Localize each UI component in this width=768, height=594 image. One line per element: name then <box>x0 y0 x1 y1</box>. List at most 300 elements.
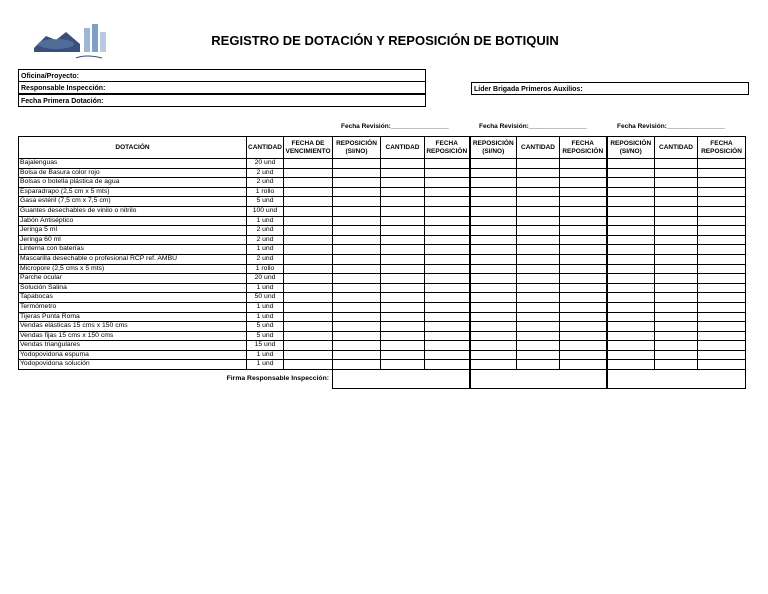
table-row <box>19 264 746 274</box>
entry-cell[interactable] <box>381 341 425 351</box>
col-cantidad: CANTIDAD <box>247 137 284 159</box>
entry-cell[interactable] <box>425 197 470 207</box>
table-row <box>19 293 746 303</box>
entry-cell[interactable] <box>560 159 607 169</box>
entry-cell[interactable] <box>425 235 470 245</box>
entry-cell[interactable] <box>517 168 560 178</box>
entry-cell[interactable] <box>560 274 607 284</box>
entry-cell[interactable] <box>284 350 333 360</box>
entry-cell[interactable] <box>381 197 425 207</box>
item-name: Micropore (2,5 cms x 5 mts) <box>19 264 247 274</box>
entry-cell[interactable] <box>381 322 425 332</box>
entry-cell[interactable] <box>470 226 517 236</box>
entry-cell[interactable] <box>517 360 560 370</box>
item-qty: 20 und <box>247 274 284 284</box>
entry-cell[interactable] <box>655 350 698 360</box>
col-fecha-reposicion-1: FECHA REPOSICIÓN <box>425 137 470 159</box>
entry-cell[interactable] <box>381 168 425 178</box>
entry-cell[interactable] <box>333 235 381 245</box>
entry-cell[interactable] <box>425 322 470 332</box>
entry-cell[interactable] <box>655 216 698 226</box>
item-qty: 5 und <box>247 322 284 332</box>
entry-cell[interactable] <box>284 331 333 341</box>
entry-cell[interactable] <box>560 197 607 207</box>
item-name: Esparadrapo (2,5 cm x 5 mts) <box>19 187 247 197</box>
entry-cell[interactable] <box>381 216 425 226</box>
entry-cell[interactable] <box>655 341 698 351</box>
item-qty: 1 und <box>247 216 284 226</box>
item-qty: 1 rollo <box>247 187 284 197</box>
item-qty: 2 und <box>247 226 284 236</box>
entry-cell[interactable] <box>381 312 425 322</box>
entry-cell[interactable] <box>470 235 517 245</box>
entry-cell[interactable] <box>560 206 607 216</box>
entry-cell[interactable] <box>607 206 655 216</box>
entry-cell[interactable] <box>381 264 425 274</box>
entry-cell[interactable] <box>607 293 655 303</box>
entry-cell[interactable] <box>698 360 746 370</box>
entry-cell[interactable] <box>425 226 470 236</box>
item-name: Tijeras Punta Roma <box>19 312 247 322</box>
entry-cell[interactable] <box>517 245 560 255</box>
entry-cell[interactable] <box>333 206 381 216</box>
entry-cell[interactable] <box>655 312 698 322</box>
entry-cell[interactable] <box>698 350 746 360</box>
col-fecha-vencimiento: FECHA DE VENCIMIENTO <box>284 137 333 159</box>
entry-cell[interactable] <box>655 302 698 312</box>
entry-cell[interactable] <box>470 187 517 197</box>
item-name: Linterna con baterías <box>19 245 247 255</box>
entry-cell[interactable] <box>470 159 517 169</box>
entry-cell[interactable] <box>333 159 381 169</box>
entry-cell[interactable] <box>517 216 560 226</box>
entry-cell[interactable] <box>470 274 517 284</box>
table-row <box>19 197 746 207</box>
entry-cell[interactable] <box>284 159 333 169</box>
entry-cell[interactable] <box>517 187 560 197</box>
entry-cell[interactable] <box>698 283 746 293</box>
col-reposicion-3: REPOSICIÓN (SI/NO) <box>607 137 655 159</box>
table-row <box>19 206 746 216</box>
entry-cell[interactable] <box>333 302 381 312</box>
firma-row <box>19 370 746 389</box>
item-qty: 1 und <box>247 350 284 360</box>
entry-cell[interactable] <box>333 312 381 322</box>
entry-cell[interactable] <box>425 331 470 341</box>
item-name: Mascarilla desechable o profesional RCP ref. AMBU <box>19 254 247 264</box>
entry-cell[interactable] <box>560 331 607 341</box>
entry-cell[interactable] <box>517 197 560 207</box>
entry-cell[interactable] <box>425 254 470 264</box>
entry-cell[interactable] <box>333 331 381 341</box>
entry-cell[interactable] <box>655 235 698 245</box>
entry-cell[interactable] <box>284 302 333 312</box>
item-name: Yodopovidona espuma <box>19 350 247 360</box>
firma-cell-2[interactable] <box>470 370 607 389</box>
item-qty: 1 und <box>247 283 284 293</box>
entry-cell[interactable] <box>333 283 381 293</box>
entry-cell[interactable] <box>470 360 517 370</box>
entry-cell[interactable] <box>284 245 333 255</box>
entry-cell[interactable] <box>607 178 655 188</box>
entry-cell[interactable] <box>517 302 560 312</box>
entry-cell[interactable] <box>425 293 470 303</box>
entry-cell[interactable] <box>333 322 381 332</box>
entry-cell[interactable] <box>333 360 381 370</box>
entry-cell[interactable] <box>655 360 698 370</box>
entry-cell[interactable] <box>381 178 425 188</box>
table-row <box>19 274 746 284</box>
entry-cell[interactable] <box>470 197 517 207</box>
entry-cell[interactable] <box>284 264 333 274</box>
entry-cell[interactable] <box>560 341 607 351</box>
entry-cell[interactable] <box>470 293 517 303</box>
entry-cell[interactable] <box>517 283 560 293</box>
entry-cell[interactable] <box>560 178 607 188</box>
entry-cell[interactable] <box>698 235 746 245</box>
botiquin-table <box>18 136 746 389</box>
item-name: Guantes desechables de vinilo o nitrilo <box>19 206 247 216</box>
entry-cell[interactable] <box>470 245 517 255</box>
entry-cell[interactable] <box>655 331 698 341</box>
fecha-primera-field[interactable]: Fecha Primera Dotación: <box>18 94 426 107</box>
entry-cell[interactable] <box>560 312 607 322</box>
entry-cell[interactable] <box>284 235 333 245</box>
item-name: Vendas triangulares <box>19 341 247 351</box>
entry-cell[interactable] <box>284 206 333 216</box>
entry-cell[interactable] <box>517 341 560 351</box>
col-cantidad-1: CANTIDAD <box>381 137 425 159</box>
table-row <box>19 360 746 370</box>
entry-cell[interactable] <box>333 254 381 264</box>
table-row <box>19 226 746 236</box>
entry-cell[interactable] <box>560 168 607 178</box>
entry-cell[interactable] <box>425 341 470 351</box>
entry-cell[interactable] <box>607 322 655 332</box>
entry-cell[interactable] <box>381 159 425 169</box>
entry-cell[interactable] <box>698 254 746 264</box>
entry-cell[interactable] <box>698 197 746 207</box>
entry-cell[interactable] <box>284 293 333 303</box>
fecha-revision-3[interactable]: Fecha Revisión:________________ <box>617 123 725 130</box>
entry-cell[interactable] <box>470 312 517 322</box>
entry-cell[interactable] <box>607 159 655 169</box>
entry-cell[interactable] <box>333 226 381 236</box>
entry-cell[interactable] <box>560 254 607 264</box>
entry-cell[interactable] <box>333 197 381 207</box>
table-row <box>19 350 746 360</box>
col-dotacion: DOTACIÓN <box>19 137 247 159</box>
item-qty: 1 und <box>247 312 284 322</box>
table-row <box>19 178 746 188</box>
col-cantidad-2: CANTIDAD <box>517 137 560 159</box>
entry-cell[interactable] <box>381 350 425 360</box>
entry-cell[interactable] <box>655 274 698 284</box>
entry-cell[interactable] <box>381 274 425 284</box>
entry-cell[interactable] <box>655 197 698 207</box>
item-name: Bajalenguas <box>19 159 247 169</box>
entry-cell[interactable] <box>517 293 560 303</box>
entry-cell[interactable] <box>655 245 698 255</box>
entry-cell[interactable] <box>607 168 655 178</box>
entry-cell[interactable] <box>470 283 517 293</box>
item-qty: 100 und <box>247 206 284 216</box>
entry-cell[interactable] <box>425 159 470 169</box>
entry-cell[interactable] <box>425 302 470 312</box>
entry-cell[interactable] <box>698 168 746 178</box>
entry-cell[interactable] <box>560 235 607 245</box>
entry-cell[interactable] <box>470 264 517 274</box>
table-row <box>19 235 746 245</box>
entry-cell[interactable] <box>333 245 381 255</box>
item-qty: 1 und <box>247 302 284 312</box>
entry-cell[interactable] <box>655 178 698 188</box>
entry-cell[interactable] <box>560 283 607 293</box>
entry-cell[interactable] <box>607 197 655 207</box>
entry-cell[interactable] <box>470 341 517 351</box>
item-qty: 1 und <box>247 360 284 370</box>
entry-cell[interactable] <box>333 274 381 284</box>
entry-cell[interactable] <box>560 264 607 274</box>
entry-cell[interactable] <box>607 331 655 341</box>
entry-cell[interactable] <box>425 350 470 360</box>
entry-cell[interactable] <box>333 216 381 226</box>
col-fecha-reposicion-2: FECHA REPOSICIÓN <box>560 137 607 159</box>
entry-cell[interactable] <box>698 206 746 216</box>
entry-cell[interactable] <box>560 360 607 370</box>
entry-cell[interactable] <box>560 293 607 303</box>
entry-cell[interactable] <box>284 216 333 226</box>
entry-cell[interactable] <box>333 293 381 303</box>
lider-field[interactable]: Líder Brigada Primeros Auxilios: <box>471 82 749 95</box>
entry-cell[interactable] <box>425 312 470 322</box>
entry-cell[interactable] <box>333 187 381 197</box>
entry-cell[interactable] <box>425 168 470 178</box>
entry-cell[interactable] <box>284 178 333 188</box>
entry-cell[interactable] <box>655 283 698 293</box>
entry-cell[interactable] <box>517 206 560 216</box>
firma-cell-1[interactable] <box>333 370 470 389</box>
entry-cell[interactable] <box>560 322 607 332</box>
entry-cell[interactable] <box>517 350 560 360</box>
entry-cell[interactable] <box>698 159 746 169</box>
item-name: Jeringa 60 ml <box>19 235 247 245</box>
col-reposicion-2: REPOSICIÓN (SI/NO) <box>470 137 517 159</box>
entry-cell[interactable] <box>607 341 655 351</box>
entry-cell[interactable] <box>284 274 333 284</box>
entry-cell[interactable] <box>698 178 746 188</box>
item-qty: 5 und <box>247 331 284 341</box>
entry-cell[interactable] <box>517 254 560 264</box>
entry-cell[interactable] <box>284 226 333 236</box>
entry-cell[interactable] <box>470 216 517 226</box>
table-row <box>19 341 746 351</box>
entry-cell[interactable] <box>655 226 698 236</box>
entry-cell[interactable] <box>381 245 425 255</box>
entry-cell[interactable] <box>517 312 560 322</box>
item-qty: 20 und <box>247 159 284 169</box>
entry-cell[interactable] <box>517 159 560 169</box>
entry-cell[interactable] <box>698 187 746 197</box>
entry-cell[interactable] <box>333 178 381 188</box>
entry-cell[interactable] <box>284 360 333 370</box>
entry-cell[interactable] <box>284 187 333 197</box>
entry-cell[interactable] <box>333 168 381 178</box>
entry-cell[interactable] <box>698 226 746 236</box>
entry-cell[interactable] <box>655 168 698 178</box>
entry-cell[interactable] <box>284 168 333 178</box>
entry-cell[interactable] <box>607 283 655 293</box>
entry-cell[interactable] <box>607 245 655 255</box>
entry-cell[interactable] <box>698 341 746 351</box>
entry-cell[interactable] <box>425 264 470 274</box>
entry-cell[interactable] <box>607 187 655 197</box>
entry-cell[interactable] <box>607 360 655 370</box>
entry-cell[interactable] <box>560 245 607 255</box>
entry-cell[interactable] <box>381 206 425 216</box>
entry-cell[interactable] <box>655 187 698 197</box>
entry-cell[interactable] <box>655 254 698 264</box>
entry-cell[interactable] <box>655 159 698 169</box>
entry-cell[interactable] <box>560 226 607 236</box>
entry-cell[interactable] <box>425 245 470 255</box>
entry-cell[interactable] <box>517 264 560 274</box>
table-row <box>19 159 746 169</box>
entry-cell[interactable] <box>381 302 425 312</box>
entry-cell[interactable] <box>470 254 517 264</box>
item-name: Jabón Antiséptico <box>19 216 247 226</box>
entry-cell[interactable] <box>284 341 333 351</box>
entry-cell[interactable] <box>560 350 607 360</box>
entry-cell[interactable] <box>425 206 470 216</box>
entry-cell[interactable] <box>333 350 381 360</box>
entry-cell[interactable] <box>698 322 746 332</box>
entry-cell[interactable] <box>698 264 746 274</box>
col-fecha-reposicion-3: FECHA REPOSICIÓN <box>698 137 746 159</box>
entry-cell[interactable] <box>698 331 746 341</box>
entry-cell[interactable] <box>381 226 425 236</box>
entry-cell[interactable] <box>517 178 560 188</box>
entry-cell[interactable] <box>607 264 655 274</box>
table-header <box>19 137 746 159</box>
page-title: REGISTRO DE DOTACIÓN Y REPOSICIÓN DE BOTIQUIN <box>211 33 559 48</box>
entry-cell[interactable] <box>607 312 655 322</box>
entry-cell[interactable] <box>470 168 517 178</box>
entry-cell[interactable] <box>655 322 698 332</box>
entry-cell[interactable] <box>655 264 698 274</box>
item-qty: 2 und <box>247 254 284 264</box>
entry-cell[interactable] <box>425 178 470 188</box>
table-row <box>19 302 746 312</box>
entry-cell[interactable] <box>425 216 470 226</box>
entry-cell[interactable] <box>470 206 517 216</box>
item-qty: 1 und <box>247 245 284 255</box>
entry-cell[interactable] <box>517 322 560 332</box>
entry-cell[interactable] <box>560 302 607 312</box>
entry-cell[interactable] <box>560 216 607 226</box>
entry-cell[interactable] <box>381 293 425 303</box>
entry-cell[interactable] <box>698 302 746 312</box>
entry-cell[interactable] <box>381 187 425 197</box>
responsable-field[interactable]: Responsable Inspección: <box>18 81 426 94</box>
oficina-field[interactable]: Oficina/Proyecto: <box>18 69 426 82</box>
entry-cell[interactable] <box>470 350 517 360</box>
entry-cell[interactable] <box>698 274 746 284</box>
entry-cell[interactable] <box>698 245 746 255</box>
entry-cell[interactable] <box>381 360 425 370</box>
table-row <box>19 216 746 226</box>
entry-cell[interactable] <box>607 274 655 284</box>
item-qty: 15 und <box>247 341 284 351</box>
entry-cell[interactable] <box>284 254 333 264</box>
entry-cell[interactable] <box>517 226 560 236</box>
entry-cell[interactable] <box>425 283 470 293</box>
entry-cell[interactable] <box>517 235 560 245</box>
entry-cell[interactable] <box>425 187 470 197</box>
entry-cell[interactable] <box>284 283 333 293</box>
entry-cell[interactable] <box>381 283 425 293</box>
entry-cell[interactable] <box>284 197 333 207</box>
entry-cell[interactable] <box>333 264 381 274</box>
entry-cell[interactable] <box>655 293 698 303</box>
entry-cell[interactable] <box>381 331 425 341</box>
entry-cell[interactable] <box>284 312 333 322</box>
item-qty: 1 rollo <box>247 264 284 274</box>
entry-cell[interactable] <box>517 331 560 341</box>
item-name: Parche ocular <box>19 274 247 284</box>
firma-label: Firma Responsable Inspección: <box>226 375 329 383</box>
table-row <box>19 245 746 255</box>
entry-cell[interactable] <box>517 274 560 284</box>
entry-cell[interactable] <box>698 312 746 322</box>
item-name: Yodopovidona solución <box>19 360 247 370</box>
entry-cell[interactable] <box>333 341 381 351</box>
entry-cell[interactable] <box>607 216 655 226</box>
item-qty: 2 und <box>247 235 284 245</box>
entry-cell[interactable] <box>607 235 655 245</box>
entry-cell[interactable] <box>284 322 333 332</box>
item-name: Termómetro <box>19 302 247 312</box>
entry-cell[interactable] <box>655 206 698 216</box>
entry-cell[interactable] <box>425 274 470 284</box>
entry-cell[interactable] <box>607 226 655 236</box>
item-qty: 5 und <box>247 197 284 207</box>
entry-cell[interactable] <box>607 350 655 360</box>
col-cantidad-3: CANTIDAD <box>655 137 698 159</box>
entry-cell[interactable] <box>607 302 655 312</box>
table-row <box>19 168 746 178</box>
entry-cell[interactable] <box>470 302 517 312</box>
entry-cell[interactable] <box>470 178 517 188</box>
entry-cell[interactable] <box>698 293 746 303</box>
entry-cell[interactable] <box>698 216 746 226</box>
table-row <box>19 187 746 197</box>
fecha-revision-1[interactable]: Fecha Revisión:________________ <box>341 123 449 130</box>
entry-cell[interactable] <box>470 331 517 341</box>
entry-cell[interactable] <box>470 322 517 332</box>
table-row <box>19 283 746 293</box>
entry-cell[interactable] <box>560 187 607 197</box>
table-row <box>19 312 746 322</box>
item-name: Jeringa 5 ml <box>19 226 247 236</box>
col-reposicion-1: REPOSICIÓN (SI/NO) <box>333 137 381 159</box>
entry-cell[interactable] <box>381 235 425 245</box>
firma-cell-3[interactable] <box>607 370 746 389</box>
entry-cell[interactable] <box>381 254 425 264</box>
entry-cell[interactable] <box>607 254 655 264</box>
entry-cell[interactable] <box>425 360 470 370</box>
fecha-revision-2[interactable]: Fecha Revisión:________________ <box>479 123 587 130</box>
